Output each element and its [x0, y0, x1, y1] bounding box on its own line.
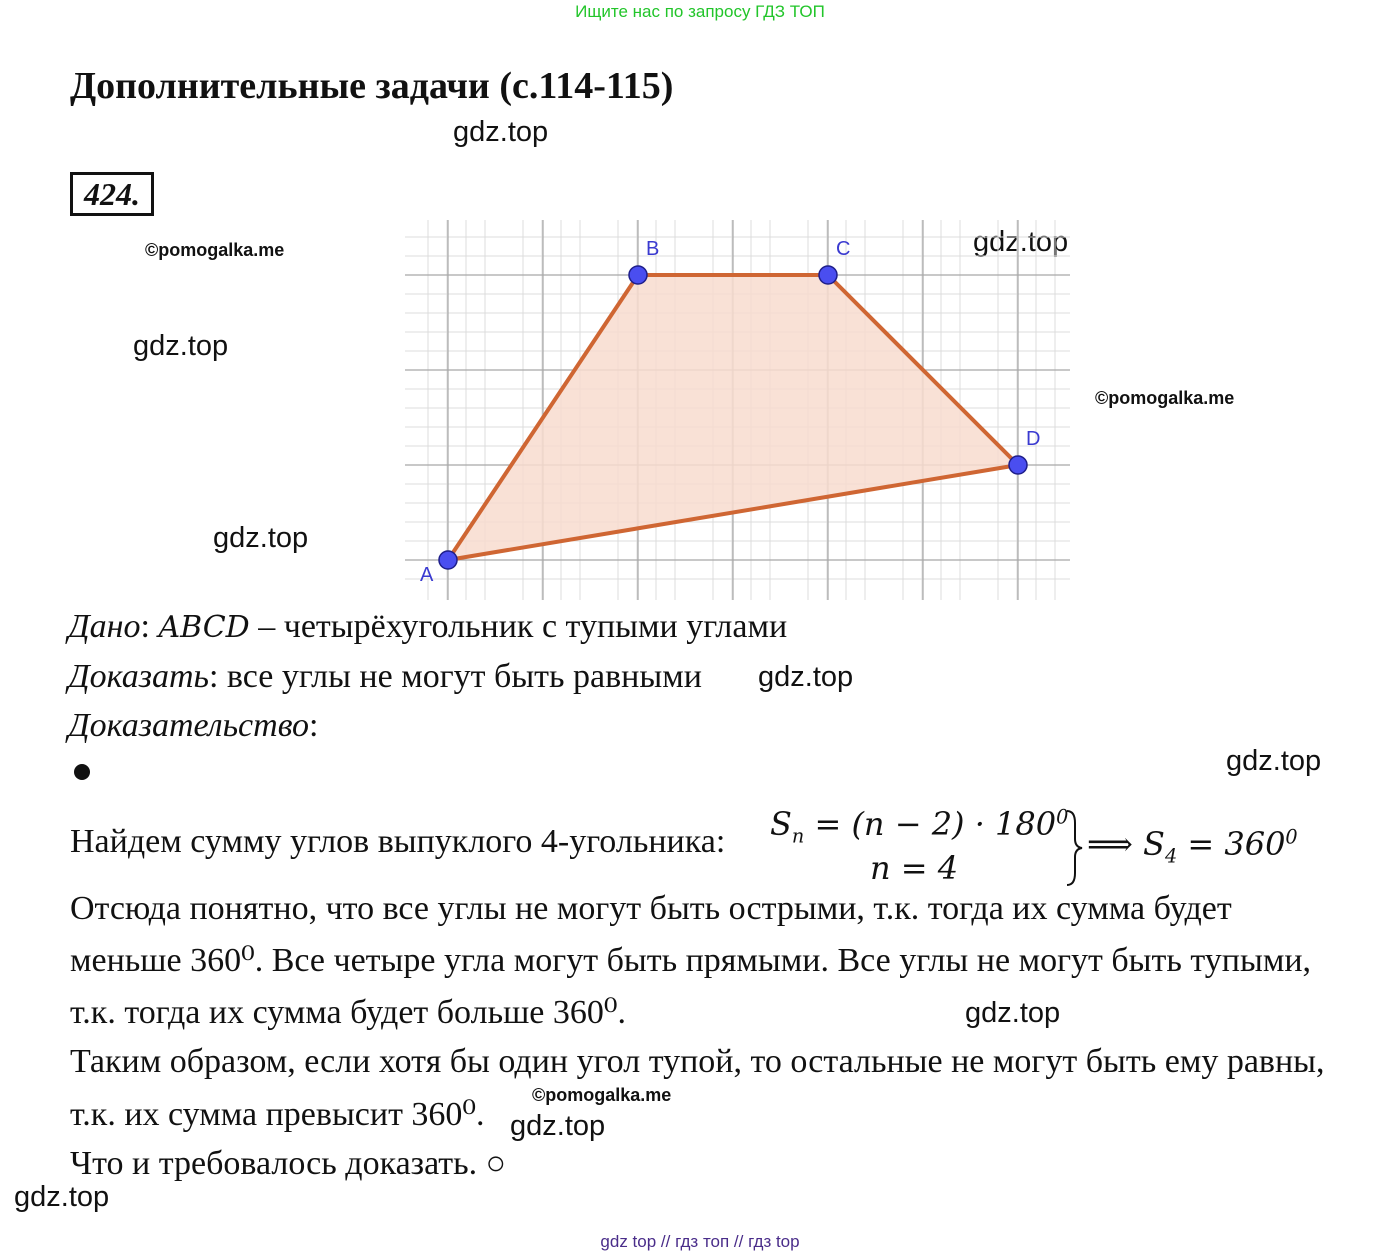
point-d	[1009, 456, 1027, 474]
given-text: – четырёхугольник с тупыми углами	[249, 608, 788, 645]
given-math: ABCD	[158, 610, 250, 645]
bullet-dot	[74, 764, 90, 780]
quadrilateral-figure	[405, 220, 1070, 600]
page-title: Дополнительные задачи (с.114-115)	[70, 65, 674, 107]
point-c	[819, 266, 837, 284]
watermark: gdz.top	[1226, 745, 1322, 777]
prove-text: : все углы не могут быть равными	[208, 658, 702, 695]
formula-line2: n = 4	[870, 849, 959, 887]
paragraph-line: меньше 360⁰. Все четыре угла могут быть прямыми. Все углы не могут быть тупыми,	[70, 942, 1312, 979]
watermark: gdz.top	[758, 661, 854, 693]
point-b	[629, 266, 647, 284]
copyright: ©pomogalka.me	[1095, 388, 1235, 408]
conclusion-line: Что и требовалось доказать. ○	[70, 1145, 507, 1182]
watermark: gdz.top	[453, 116, 549, 148]
prove-line	[68, 658, 702, 696]
problem-number: 424.	[70, 172, 154, 216]
sum-line: Найдем сумму углов выпуклого 4-угольника:	[70, 823, 726, 860]
formula-line1: $S_n = (n - 2) \cdot 180^0$	[770, 805, 1069, 848]
watermark: gdz.top	[14, 1181, 110, 1213]
right-brace-icon	[1065, 809, 1085, 887]
paragraph-line: Отсюда понятно, что все углы не могут быть острыми, т.к. тогда их сумма будет	[70, 890, 1232, 927]
watermark: gdz.top	[133, 330, 229, 362]
given-line: Дано: ABCD – четырёхугольник с тупыми углами	[68, 608, 788, 645]
label-b: B	[646, 238, 660, 260]
watermark: gdz.top	[973, 226, 1069, 258]
label-d: D	[1026, 428, 1041, 450]
copyright: ©pomogalka.me	[532, 1085, 672, 1105]
copyright: ©pomogalka.me	[145, 240, 285, 260]
point-a	[439, 551, 457, 569]
top-banner[interactable]: Ищите нас по запросу ГДЗ ТОП	[575, 2, 825, 21]
paragraph-line: т.к. их сумма превысит 360⁰.	[70, 1096, 485, 1133]
watermark: gdz.top	[510, 1110, 606, 1142]
proof-label: Доказательство	[68, 707, 310, 744]
proof-line	[68, 707, 318, 745]
paragraph-line: т.к. тогда их сумма будет больше 360⁰.	[70, 994, 626, 1031]
prove-label: Доказать	[68, 658, 209, 695]
given-label: Дано	[68, 608, 141, 645]
watermark: gdz.top	[213, 522, 309, 554]
watermark: gdz.top	[965, 997, 1061, 1029]
label-a: A	[420, 564, 434, 586]
footer-links[interactable]: gdz top // гдз топ // гдз top	[600, 1232, 800, 1251]
label-c: C	[836, 238, 851, 260]
proof-colon: :	[309, 707, 319, 744]
formula-result: ⟹ $S_4 = 360^0$	[1087, 825, 1298, 868]
paragraph-line: Таким образом, если хотя бы один угол тупой, то остальные не могут быть ему равны,	[70, 1043, 1325, 1080]
formula-block	[765, 805, 1305, 885]
